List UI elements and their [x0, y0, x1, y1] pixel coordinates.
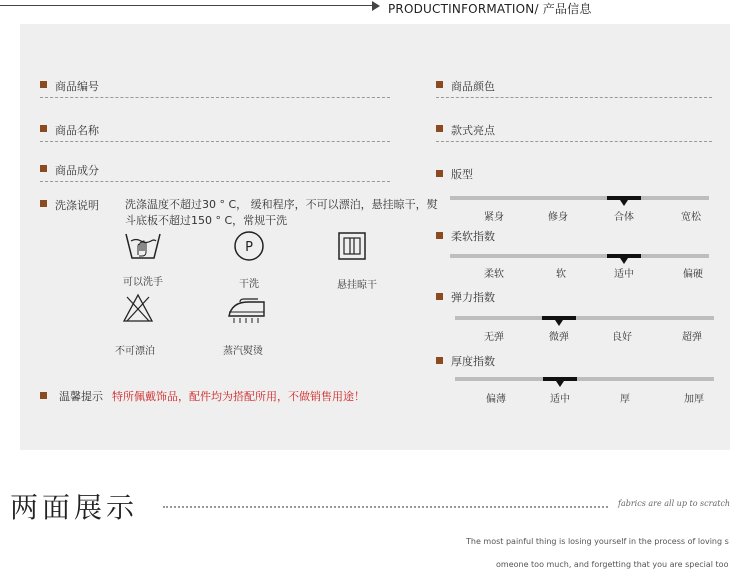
dry-clean-label: 干洗: [239, 279, 259, 290]
stretch-option: 超弹: [682, 332, 702, 343]
stretch-option: 无弹: [484, 332, 504, 343]
softness-option: 柔软: [484, 269, 504, 280]
fit-option: 宽松: [681, 212, 701, 223]
field-item-no: 商品编号: [55, 80, 99, 93]
page-title: PRODUCTINFORMATION/ 产品信息: [388, 2, 592, 16]
bullet-icon: [40, 200, 47, 207]
quote-line-2: omeone too much, and forgetting that you are special too: [496, 560, 729, 569]
bullet-icon: [436, 357, 443, 364]
softness-title: 柔软指数: [451, 230, 495, 243]
section-title: 两面展示: [10, 491, 139, 524]
quote-line-1: The most painful thing is losing yourself in the process of loving s: [466, 537, 729, 546]
divider: [436, 141, 712, 142]
tip-text: 特所佩戴饰品，配件均为搭配所用，不做销售用途！: [112, 390, 365, 403]
dotted-divider: [163, 506, 608, 508]
softness-option: 偏硬: [683, 269, 703, 280]
softness-scale-bar: [450, 254, 709, 258]
stretch-option: 微弹: [549, 332, 569, 343]
steam-iron-label: 蒸汽熨烫: [223, 346, 263, 357]
bullet-icon: [40, 81, 47, 88]
stretch-scale-pointer-icon: [555, 320, 563, 326]
divider: [40, 97, 390, 98]
header-rule: [0, 5, 376, 6]
section-subtitle: fabrics are all up to scratch: [618, 499, 731, 508]
no-bleach-icon: [122, 293, 154, 323]
dry-clean-icon: [233, 230, 265, 262]
bullet-icon: [436, 81, 443, 88]
thickness-scale-pointer-icon: [556, 381, 564, 387]
softness-option: 软: [556, 269, 566, 280]
washing-label: 洗涤说明: [55, 199, 99, 212]
thickness-option: 厚: [620, 394, 630, 405]
stretch-title: 弹力指数: [451, 291, 495, 304]
tip-label: 温馨提示: [59, 390, 103, 403]
thickness-option: 适中: [550, 394, 570, 405]
thickness-scale-bar: [455, 377, 714, 381]
thickness-option: 加厚: [684, 394, 704, 405]
softness-scale-pointer-icon: [620, 258, 628, 264]
field-fit-type: 版型: [451, 168, 473, 181]
field-item-name: 商品名称: [55, 124, 99, 137]
bullet-icon: [40, 392, 47, 399]
divider: [40, 181, 390, 182]
fit-option: 合体: [614, 212, 634, 223]
hand-wash-label: 可以洗手: [123, 277, 163, 288]
hang-dry-label: 悬挂晾干: [337, 280, 377, 291]
hang-dry-icon: [337, 231, 367, 261]
washing-text: 洗涤温度不超过30 ° C， 缓和程序，不可以漂泊，悬挂晾干，熨斗底板不超过150 ° C，常规干洗: [125, 198, 438, 227]
thickness-option: 偏薄: [486, 394, 506, 405]
field-color: 商品颜色: [451, 80, 495, 93]
divider: [40, 141, 390, 142]
fit-option: 紧身: [484, 212, 504, 223]
stretch-option: 良好: [612, 332, 632, 343]
arrow-right-icon: [372, 1, 380, 11]
divider: [436, 97, 712, 98]
no-bleach-label: 不可漂泊: [115, 346, 155, 357]
bullet-icon: [436, 232, 443, 239]
bullet-icon: [436, 170, 443, 177]
bullet-icon: [436, 293, 443, 300]
bullet-icon: [436, 125, 443, 132]
fit-scale-bar: [450, 196, 709, 200]
thickness-title: 厚度指数: [451, 355, 495, 368]
stretch-scale-bar: [455, 316, 714, 320]
fit-scale-pointer-icon: [620, 200, 628, 206]
svg-text:P: P: [245, 240, 253, 255]
steam-iron-icon: [226, 298, 268, 324]
fit-option: 修身: [548, 212, 568, 223]
field-highlights: 款式亮点: [451, 124, 495, 137]
hand-wash-icon: [123, 231, 163, 261]
bullet-icon: [40, 125, 47, 132]
softness-option: 适中: [614, 269, 634, 280]
bullet-icon: [40, 165, 47, 172]
field-composition: 商品成分: [55, 164, 99, 177]
